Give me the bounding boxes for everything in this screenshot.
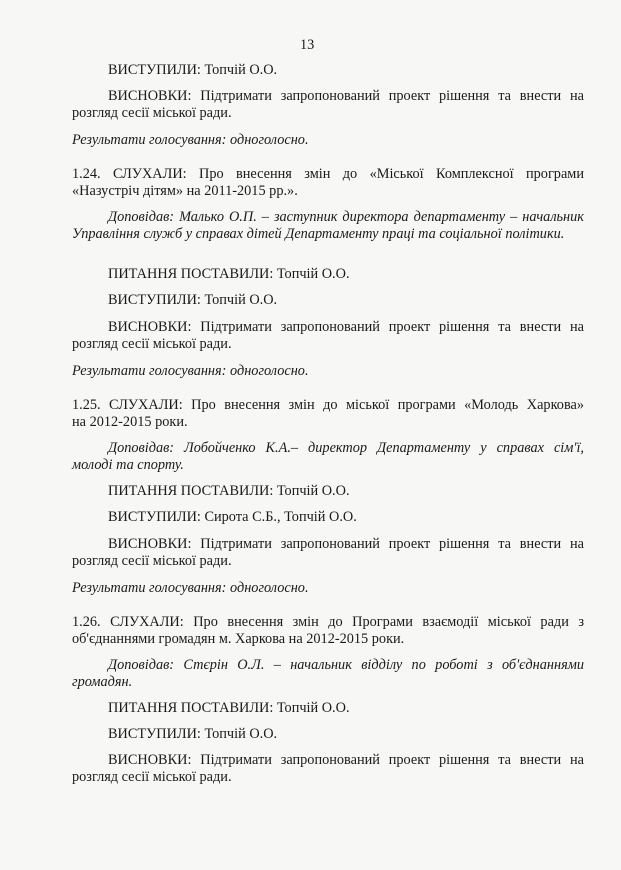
questions-raised: ПИТАННЯ ПОСТАВИЛИ: Топчій О.О. (108, 700, 350, 716)
conclusions-line: ВИСНОВКИ: Підтримати запропонований проект рішення та внести на (108, 88, 584, 104)
conclusions-cont: розгляд сесії міської ради. (72, 769, 232, 785)
page-number: 13 (300, 37, 315, 53)
heard-item-1-25: 1.25. СЛУХАЛИ: Про внесення змін до міської програми «Молодь Харкова» (72, 397, 584, 413)
questions-raised: ПИТАННЯ ПОСТАВИЛИ: Топчій О.О. (108, 266, 350, 282)
heard-item-1-24-cont: «Назустріч дітям» на 2011-2015 рр.». (72, 183, 298, 199)
heard-item-1-26: 1.26. СЛУХАЛИ: Про внесення змін до Програми взаємодії міської ради з (72, 614, 584, 630)
reporter-cont: громадян. (72, 674, 133, 690)
spoke-line: ВИСТУПИЛИ: Сирота С.Б., Топчій О.О. (108, 509, 357, 525)
reporter-cont: Управління служб у справах дітей Департаменту праці та соціальної політики. (72, 226, 565, 242)
reporter-cont: молоді та спорту. (72, 457, 184, 473)
spoke-line: ВИСТУПИЛИ: Топчій О.О. (108, 62, 278, 78)
spoke-line: ВИСТУПИЛИ: Топчій О.О. (108, 292, 278, 308)
conclusions-line: ВИСНОВКИ: Підтримати запропонований проект рішення та внести на (108, 752, 584, 768)
conclusions-cont: розгляд сесії міської ради. (72, 105, 232, 121)
vote-result: Результати голосування: одноголосно. (72, 363, 309, 379)
reporter-line: Доповідав: Лобойченко К.А.– директор Департаменту у справах сім'ї, (108, 440, 584, 456)
reporter-line: Доповідав: Малько О.П. – заступник директора департаменту – начальник (108, 209, 584, 225)
vote-result: Результати голосування: одноголосно. (72, 132, 309, 148)
heard-item-1-24: 1.24. СЛУХАЛИ: Про внесення змін до «Міської Комплексної програми (72, 166, 584, 182)
conclusions-line: ВИСНОВКИ: Підтримати запропонований проект рішення та внести на (108, 536, 584, 552)
conclusions-cont: розгляд сесії міської ради. (72, 336, 232, 352)
conclusions-line: ВИСНОВКИ: Підтримати запропонований проект рішення та внести на (108, 319, 584, 335)
conclusions-cont: розгляд сесії міської ради. (72, 553, 232, 569)
questions-raised: ПИТАННЯ ПОСТАВИЛИ: Топчій О.О. (108, 483, 350, 499)
heard-item-1-25-cont: на 2012-2015 роки. (72, 414, 188, 430)
heard-item-1-26-cont: об'єднаннями громадян м. Харкова на 2012-2015 роки. (72, 631, 405, 647)
spoke-line: ВИСТУПИЛИ: Топчій О.О. (108, 726, 278, 742)
reporter-line: Доповідав: Стєрін О.Л. – начальник відділу по роботі з об'єднаннями (108, 657, 584, 673)
vote-result: Результати голосування: одноголосно. (72, 580, 309, 596)
